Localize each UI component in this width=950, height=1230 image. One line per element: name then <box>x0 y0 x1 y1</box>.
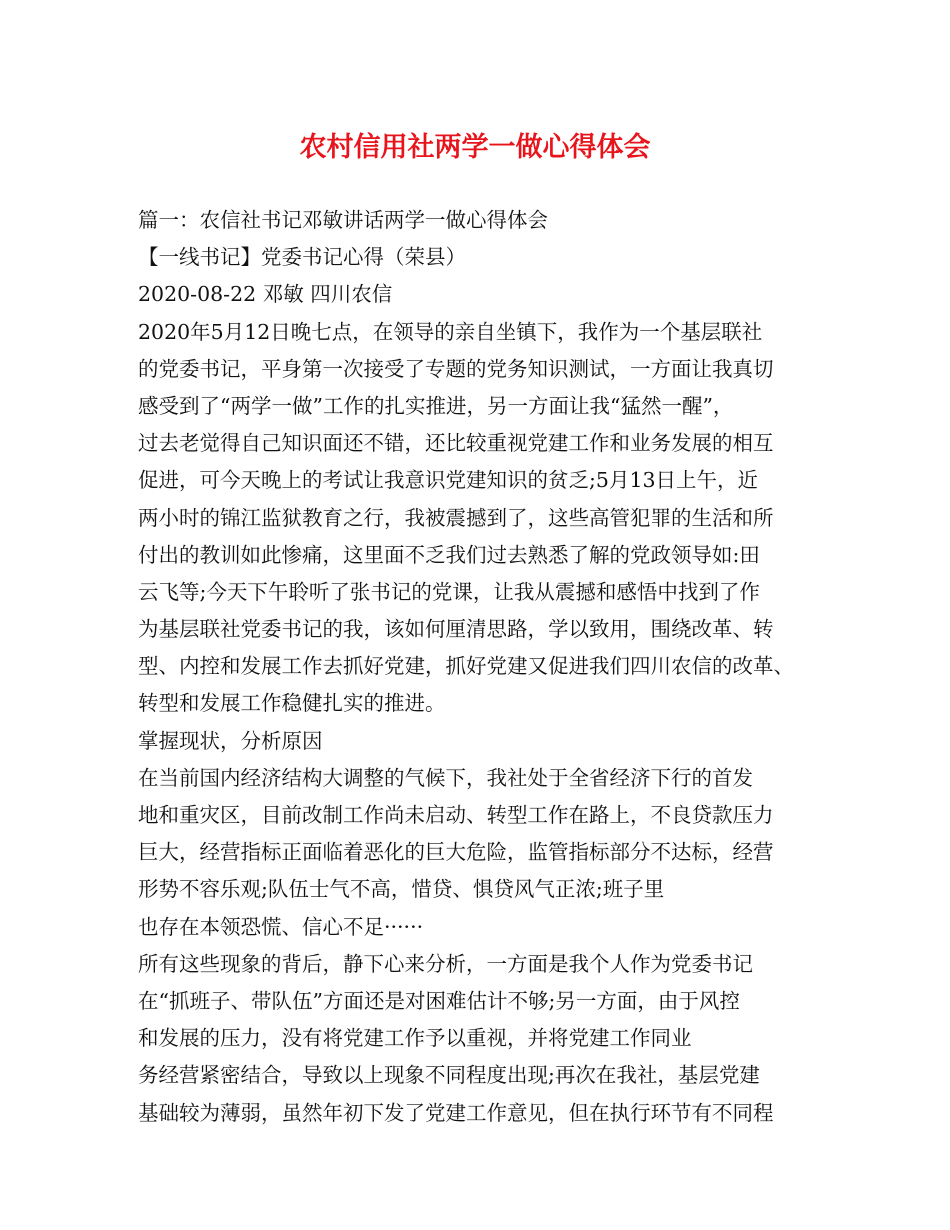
text-line: 为基层联社党委书记的我，该如何厘清思路，学以致用，围绕改革、转 <box>138 617 774 642</box>
text-line: 所有这些现象的背后，静下心来分析，一方面是我个人作为党委书记 <box>138 951 753 976</box>
text-line: 也存在本领恐慌、信心不足······ <box>138 914 424 939</box>
text-line: 基础较为薄弱，虽然年初下发了党建工作意见，但在执行环节有不同程 <box>138 1100 774 1125</box>
text-line: 在“抓班子、带队伍”方面还是对困难估计不够;另一方面，由于风控 <box>138 988 740 1013</box>
text-line: 型、内控和发展工作去抓好党建，抓好党建又促进我们四川农信的改革、 <box>138 654 794 679</box>
text-line: 地和重灾区，目前改制工作尚未启动、转型工作在路上，不良贷款压力 <box>138 803 774 827</box>
text-line: 篇一：农信社书记邓敏讲话两学一做心得体会 <box>138 208 548 232</box>
text-line: 在当前国内经济结构大调整的气候下，我社处于全省经济下行的首发 <box>138 765 753 790</box>
document-body <box>138 202 828 1132</box>
text-line: 2020-08-22 邓敏 四川农信 <box>138 282 393 307</box>
text-line: 【一线书记】党委书记心得（荣县） <box>138 245 466 270</box>
text-line: 付出的教训如此惨痛，这里面不乏我们过去熟悉了解的党政领导如:田 <box>138 542 760 567</box>
text-line: 形势不容乐观;队伍士气不高，惜贷、惧贷风气正浓;班子里 <box>138 877 665 902</box>
text-line: 2020年5月12日晚七点，在领导的亲自坐镇下，我作为一个基层联社 <box>138 319 763 344</box>
document-title: 农村信用社两学一做心得体会 <box>299 132 651 163</box>
text-line: 务经营紧密结合，导致以上现象不同程度出现;再次在我社，基层党建 <box>138 1063 760 1088</box>
text-line: 两小时的锦江监狱教育之行，我被震撼到了，这些高管犯罪的生活和所 <box>138 505 774 530</box>
text-line: 转型和发展工作稳健扎实的推进。 <box>138 691 446 716</box>
text-line: 巨大，经营指标正面临着恶化的巨大危险，监管指标部分不达标，经营 <box>138 840 774 865</box>
text-line: 过去老觉得自己知识面还不错，还比较重视党建工作和业务发展的相互 <box>138 431 774 456</box>
text-line: 的党委书记，平身第一次接受了专题的党务知识测试，一方面让我真切 <box>138 356 774 381</box>
text-line: 和发展的压力，没有将党建工作予以重视，并将党建工作同业 <box>138 1026 692 1051</box>
text-line: 促进，可今天晚上的考试让我意识党建知识的贫乏;5月13日上午，近 <box>138 468 759 493</box>
text-line: 感受到了“两学一做”工作的扎实推进，另一方面让我“猛然一醒”， <box>138 393 734 418</box>
text-line: 掌握现状，分析原因 <box>138 728 323 753</box>
text-line: 云飞等;今天下午聆听了张书记的党课，让我从震撼和感悟中找到了作 <box>138 579 760 604</box>
